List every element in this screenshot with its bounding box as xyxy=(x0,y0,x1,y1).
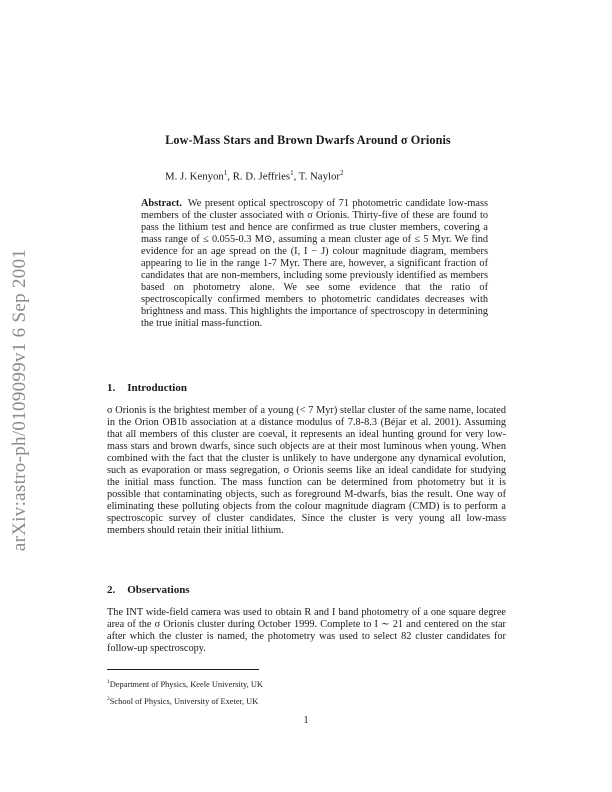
section-heading-observations xyxy=(107,584,190,596)
section-number: 1. xyxy=(107,382,116,394)
section-number: 2. xyxy=(107,584,116,596)
paper-title: Low-Mass Stars and Brown Dwarfs Around σ Orionis xyxy=(165,133,451,147)
footnote xyxy=(107,696,258,706)
arxiv-identifier: arXiv:astro-ph/0109099v1 6 Sep 2001 xyxy=(9,248,31,552)
observations-paragraph: The INT wide-field camera was used to obtain R and I band photometry of a one square degree area of the σ Orionis cluster during October 1999. Complete to I ∼ 21 and centered on the star after which the cluster is named, the photometry was used to select 82 cluster candidates for follow-up spectroscopy. xyxy=(107,607,506,655)
footnote-rule xyxy=(107,669,259,670)
author-name: R. D. Jeffries xyxy=(232,170,291,183)
footnote-mark: 1 xyxy=(107,679,110,685)
section-title: Observations xyxy=(127,584,190,596)
page-number: 1 xyxy=(303,715,309,726)
section-heading-introduction xyxy=(107,382,187,394)
arxiv-side-label xyxy=(0,210,40,590)
author-name: M. J. Kenyon xyxy=(165,170,224,183)
introduction-paragraph: σ Orionis is the brightest member of a young (< 7 Myr) stellar cluster of the same name, located in the Orion OB1b association at a distance modulus of 7.8-8.3 (Béjar et al. 2001). Assuming that all members of this cluster are coeval, it represents an ideal hunting ground for very low-mass stars and brown dwarfs, since such objects are at their most luminous when young. When combined with the fact that the cluster is unlikely to have undergone any dynamical evolution, such as evaporation or mass segregation, σ Orionis seems like an ideal candidate for studying the initial mass function. The mass function can be determined from photometry but it is possible that contaminating objects, such as foreground M-dwarfs, bias the result. One way of eliminating these polluting objects from the colour magnitude diagram (CMD) is to perform a spectroscopic survey of cluster candidates. Since the cluster is very young all low-mass members should retain their initial lithium. xyxy=(107,405,506,537)
author-affiliation-mark: 1 xyxy=(223,169,228,177)
section-title: Introduction xyxy=(127,382,187,394)
footnote-mark: 2 xyxy=(107,696,110,702)
author-name: T. Naylor xyxy=(298,170,340,183)
author-affiliation-mark: 2 xyxy=(339,169,344,177)
author-affiliation-mark: 1 xyxy=(290,169,294,177)
abstract xyxy=(141,198,488,331)
footnote-text: School of Physics, University of Exeter, UK xyxy=(109,696,259,706)
author-list: M. J. Kenyon$^1$, R. D. Jeffries$^1$, T. Naylor$^2$ xyxy=(165,169,344,183)
footnote xyxy=(107,679,263,689)
footnote-text: Department of Physics, Keele University, UK xyxy=(109,679,263,689)
abstract-text: We present optical spectroscopy of 71 photometric candidate low-mass members of the cluster associated with σ Orionis. Thirty-five of these are found to pass the lithium test and hence are confirmed as true cluster members, covering a mass range of ≤ 0.055-0.3 M⊙, assuming a mean cluster age of ≤ 5 Myr. We find evidence for an age spread on the (I, I − J) colour magnitude diagram, members appearing to lie in the range 1-7 Myr. There are, however, a significant fraction of candidates that are non-members, including some previously identified as members based on photometry alone. We see some evidence that the ratio of spectroscopically confirmed members to photometric candidates decreases with brightness and mass. This highlights the importance of spectroscopy in determining the true initial mass-function. xyxy=(141,198,488,330)
abstract-label: Abstract. xyxy=(141,198,182,209)
